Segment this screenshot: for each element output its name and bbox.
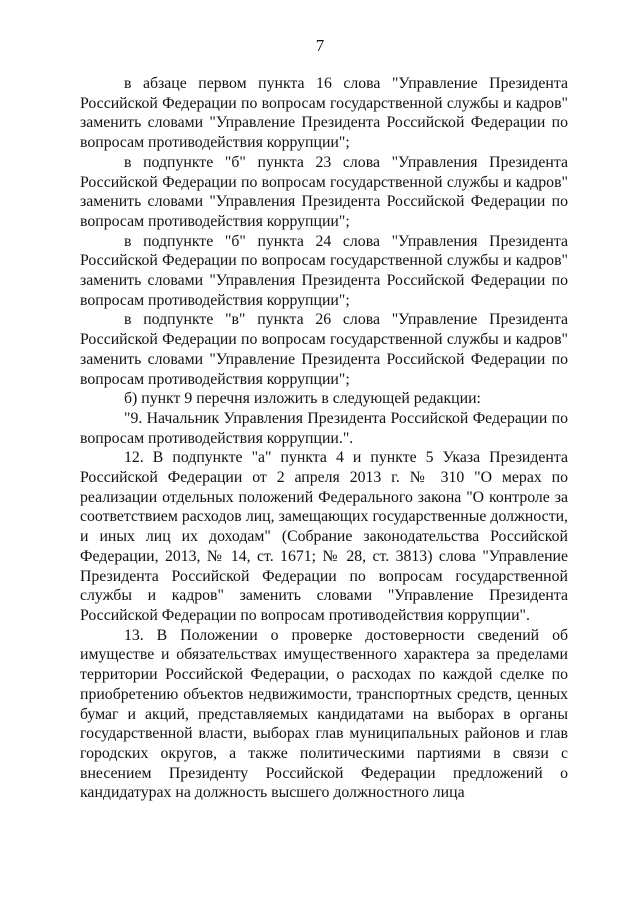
- page-number: 7: [315, 36, 325, 55]
- paragraph-item-24-amendment: в подпункте "б" пункта 24 слова "Управления Президента Российской Федерации по вопросам государственной службы и кадров" заменить словами "Управления Президента Российской Федерации по вопросам противодействия коррупции";: [80, 232, 568, 309]
- document-body: [80, 74, 568, 803]
- paragraph-item-23-amendment: в подпункте "б" пункта 23 слова "Управления Президента Российской Федерации по вопросам государственной службы и кадров" заменить словами "Управления Президента Российской Федерации по вопросам противодействия коррупции";: [80, 153, 568, 230]
- paragraph-item-26-amendment: в подпункте "в" пункта 26 слова "Управление Президента Российской Федерации по вопросам государственной службы и кадров" заменить словами "Управление Президента Российской Федерации по вопросам противодействия коррупции";: [80, 311, 568, 388]
- paragraph-item-9-intro: б) пункт 9 перечня изложить в следующей редакции:: [124, 390, 481, 408]
- paragraph-section-12: 12. В подпункте "а" пункта 4 и пункте 5 Указа Президента Российской Федерации от 2 апреля 2013 г. № 310 "О мерах по реализации отдельных положений Федерального закона "О контроле за соответствием расходов лиц, замещающих государственные должности, и иных лиц их доходам" (Собрание законодательства Российской Федерации, 2013, № 14, ст. 1671; № 28, ст. 3813) слова "Управление Президента Российской Федерации по вопросам государственной службы и кадров" заменить словами "Управление Президента Российской Федерации по вопросам противодействия коррупции".: [80, 449, 568, 624]
- paragraph-item-16-amendment: в абзаце первом пункта 16 слова "Управление Президента Российской Федерации по вопросам государственной службы и кадров" заменить словами "Управление Президента Российской Федерации по вопросам противодействия коррупции";: [80, 75, 568, 152]
- paragraph-section-13: 13. В Положении о проверке достоверности сведений об имуществе и обязательствах имущественного характера за пределами территории Российской Федерации, о расходах по каждой сделке по приобретению объектов недвижимости, транспортных средств, ценных бумаг и акций, представляемых кандидатами на выборах в органы государственной власти, выборах глав муниципальных районов и глав городских округов, а также политическими партиями в связи с внесением Президенту Российской Федерации предложений о кандидатурах на должность высшего должностного лица: [80, 626, 568, 802]
- paragraph-item-9-new-text: "9. Начальник Управления Президента Российской Федерации по вопросам противодействия коррупции.".: [80, 409, 568, 447]
